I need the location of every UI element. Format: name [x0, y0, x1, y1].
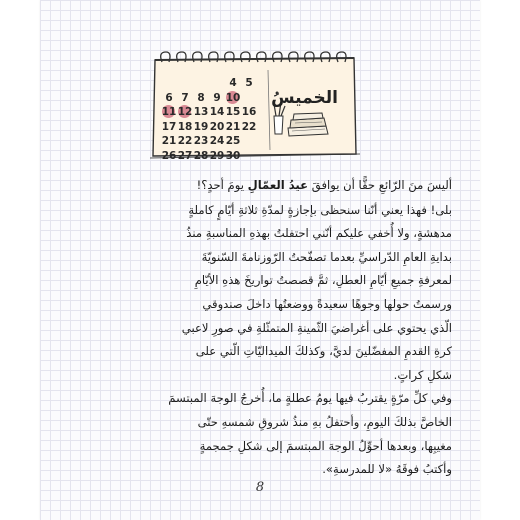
- text-line: مدهشةٍ، ولا أُخفي عليكم أنّني احتفلتُ بهذهِ المناسبةِ منذُ: [186, 226, 452, 241]
- calendar-date: 5: [245, 77, 253, 90]
- calendar-date: 26: [161, 149, 177, 162]
- calendar-row: [161, 76, 273, 91]
- calendar-date: 4: [229, 77, 237, 90]
- calendar-date: 23: [193, 135, 209, 148]
- text-line: وأكتبُ فوقَهُ «لا للمدرسةِ».: [322, 462, 452, 477]
- calendar-date: 9: [213, 91, 221, 104]
- calendar-date: 29: [209, 149, 225, 162]
- calendar-date-grid: [161, 76, 273, 163]
- text-line: كرةِ القدمِ المفضّلينَ لديَّ، وكذلكَ الميداليّاتِ الّتي على: [195, 344, 452, 359]
- calendar-date: 22: [177, 135, 193, 148]
- calendar-date: 21: [161, 135, 177, 148]
- text-line: الخاصَّ بذلكَ اليومِ، وأحتفلُ بهِ منذُ شروقِ شمسهِ حتّى: [197, 414, 452, 429]
- page-number: 8: [255, 480, 265, 495]
- highlighted-phrase: عيدُ العمّالِ: [247, 178, 309, 192]
- text-line: بدايةِ العامِ الدّراسيِّ بعدما تصفّحتُ الرّوزنامةَ السّنويّةَ: [201, 249, 452, 264]
- calendar-date: 25: [225, 135, 241, 148]
- calendar-date: 13: [193, 106, 209, 119]
- calendar-date-circled: 12: [177, 106, 193, 119]
- calendar-date: 7: [181, 91, 189, 104]
- text-line: شكلِ كراتٍ.: [393, 367, 452, 382]
- text-run: يومَ أحدٍ؟!: [196, 178, 248, 192]
- calendar-date: 24: [209, 135, 225, 148]
- calendar-date: 19: [193, 120, 209, 133]
- calendar-row: [161, 134, 273, 149]
- calendar-date: 28: [193, 149, 209, 162]
- text-line: وفي كلِّ مرّةٍ يقتربُ فيها يومُ عطلةٍ ما، أُخرجُ الوجهَ المبتسمَ: [168, 391, 452, 406]
- calendar-date: 18: [177, 120, 193, 133]
- calendar-date: 8: [197, 91, 205, 104]
- calendar-date: 16: [241, 106, 257, 119]
- story-text: [72, 174, 452, 482]
- calendar-date: 30: [225, 149, 241, 162]
- text-line: الّذي يحتوي على أغراضيَ الثّمينةِ المتمثّلةِ في صورِ لاعبي: [181, 320, 452, 335]
- calendar-date: 14: [209, 106, 225, 119]
- calendar-date: 22: [241, 120, 257, 133]
- calendar-date: 15: [225, 106, 241, 119]
- calendar-date: 27: [177, 149, 193, 162]
- text-line: مغيبِها، وبعدها أحوِّلُ الوجهَ المبتسمَ إلى شكلِ جمجمةٍ: [199, 438, 452, 453]
- calendar-row: [161, 120, 273, 135]
- text-line: لمعرفةِ جميعِ أيّامِ العطلِ، ثمَّ قصصتُ تواريخَ هذهِ الأيّامِ: [194, 273, 452, 288]
- calendar-date-circled: 10: [225, 91, 241, 104]
- calendar-weekday-title: الخميسُ: [271, 88, 338, 108]
- calendar-date: 20: [209, 120, 225, 133]
- text-line: بلى! فهذا يعني أنّنا سنحظى بإجازةٍ لمدّةِ ثلاثةِ أيّامٍ كاملةٍ: [188, 202, 452, 217]
- calendar-row: [161, 149, 273, 164]
- text-line: [72, 174, 452, 198]
- calendar-date-circled: 11: [161, 106, 177, 119]
- calendar-date: 6: [165, 91, 173, 104]
- text-line: ورسمتُ حولها وجوهًا سعيدةً ووضعتُها داخلَ صندوقي: [202, 296, 452, 311]
- text-run: أليسَ منَ الرّائعِ حقًّا أن يوافقَ: [308, 178, 452, 192]
- calendar-date: 17: [161, 120, 177, 133]
- calendar-row: [161, 105, 273, 120]
- calendar-illustration: [150, 50, 360, 162]
- calendar-row: [161, 91, 273, 106]
- calendar-date: 21: [225, 120, 241, 133]
